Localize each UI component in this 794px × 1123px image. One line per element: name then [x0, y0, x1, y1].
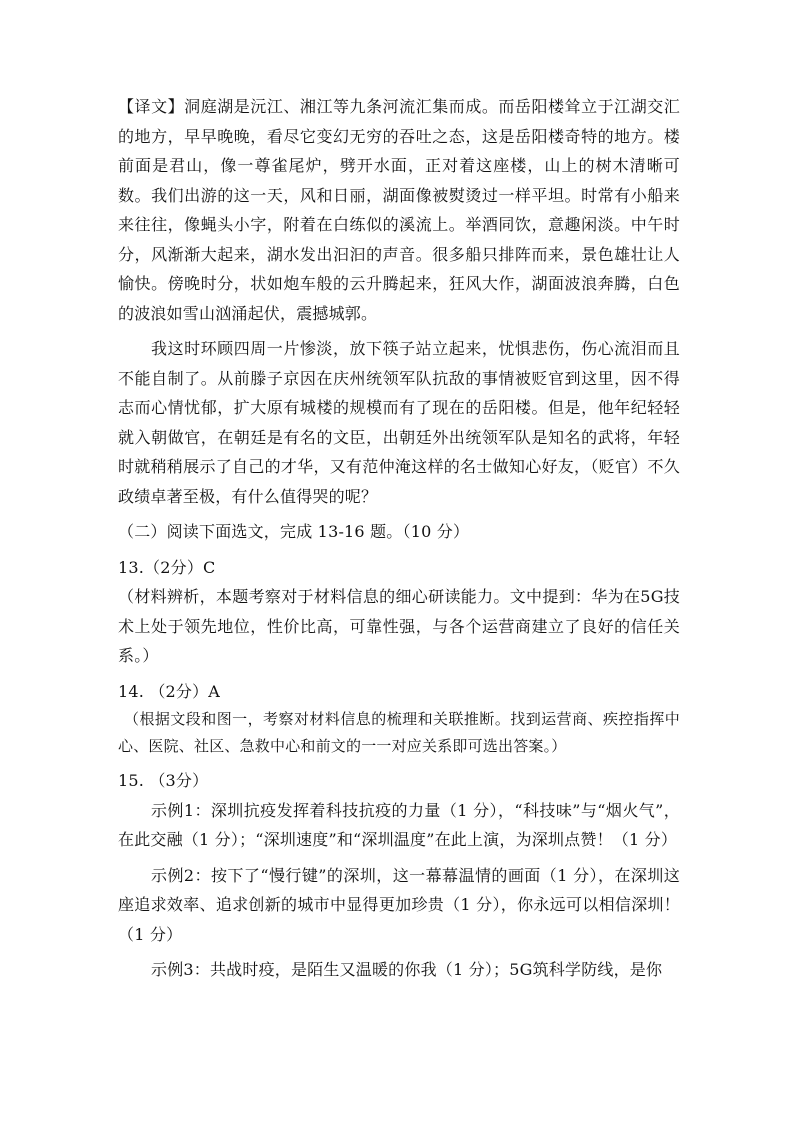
q14-answer: 14. （2分）A — [118, 681, 221, 701]
answer-content — [118, 92, 680, 985]
q15-answer: 15. （3分） — [118, 771, 209, 790]
section-heading: （二）阅读下面选文，完成 13-16 题。（10 分） — [118, 522, 470, 541]
q15-example-3: 示例3：共战时疫，是陌生又温暖的你我（1 分）；5G筑科学防线，是你 — [151, 960, 663, 979]
translation-paragraph-2: 我这时环顾四周一片惨淡，放下筷子站立起来，忧惧悲伤，伤心流泪而且不能自制了。从前滕子京因在庆州统领军队抗敌的事情被贬官到这里，因不得志而心情忧郁，扩大原有城楼的规模而有了现在的岳阳楼。但是，他年纪轻轻就入朝做官，在朝廷是有名的文臣，出朝廷外出统领军队是知名的武将，年轻时就稍稍展示了自己的才华，又有范仲淹这样的名士做知心好友，（贬官）不久政绩卓著至极，有什么值得哭的呢？ — [118, 339, 680, 506]
q13-explanation: （材料辨析，本题考察对于材料信息的细心研读能力。文中提到：华为在5G技术上处于领先地位，性价比高，可靠性强，与各个运营商建立了良好的信任关系。） — [118, 587, 680, 665]
q15-example-2: 示例2：按下了“慢行键”的深圳，这一幕幕温情的画面（1 分），在深圳这座追求效率、追求创新的城市中显得更加珍贵（1 分），你永远可以相信深圳！（1 分） — [118, 865, 680, 944]
translation-paragraph-1: 【译文】洞庭湖是沅江、湘江等九条河流汇集而成。而岳阳楼耸立于江湖交汇的地方，早早晚晚，看尽它变幻无穷的吞吐之态，这是岳阳楼奇特的地方。楼前面是君山，像一尊雀尾炉，劈开水面，正对着这座楼，山上的树木清晰可数。我们出游的这一天，风和日丽，湖面像被熨烫过一样平坦。时常有小船来来往往，像蝇头小字，附着在白练似的溪流上。举酒同饮，意趣闲淡。中午时分，风渐渐大起来，湖水发出汩汩的声音。很多船只排阵而来，景色雄壮让人愉快。傍晚时分，状如炮车般的云升腾起来，狂风大作，湖面波浪奔腾，白色的波浪如雪山汹涌起伏，震撼城郭。 — [118, 97, 680, 323]
q14-explanation: （根据文段和图一，考察对材料信息的梳理和关联推断。找到运营商、疾控指挥中心、医院、社区、急救中心和前文的一一对应关系即可选出答案。） — [118, 710, 680, 755]
q13-answer: 13.（2分）C — [118, 557, 216, 577]
q15-example-1: 示例1：深圳抗疫发挥着科技抗疫的力量（1 分），“科技味”与“烟火气”，在此交融（1 分）；“深圳速度”和“深圳温度”在此上演，为深圳点赞！（1 分） — [118, 800, 680, 849]
